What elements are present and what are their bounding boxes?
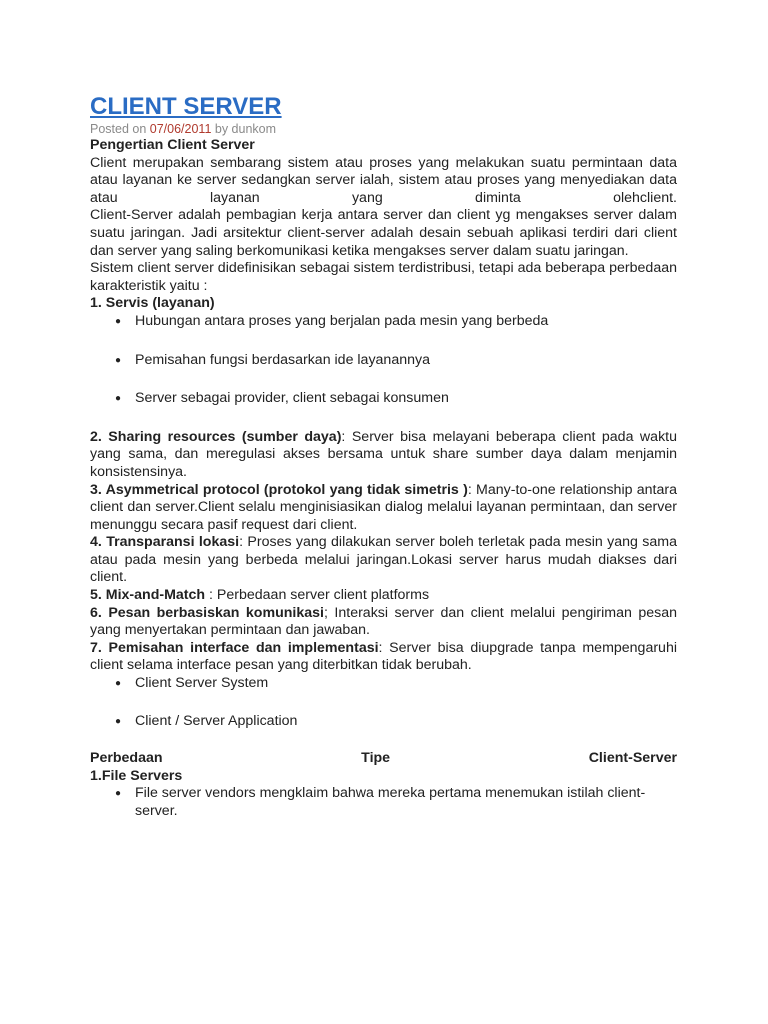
bullet-icon: ● bbox=[115, 678, 122, 690]
list-item-text: Hubungan antara proses yang berjalan pada mesin yang berbeda bbox=[135, 312, 549, 329]
list-item-text: Pemisahan fungsi berdasarkan ide layanannya bbox=[135, 351, 430, 368]
item-text: : Server bisa diupgrade tanpa mempengaruhi client selama interface pesan yang diterbitkan tidak berubah. bbox=[90, 639, 677, 674]
servis-list bbox=[90, 313, 677, 408]
item-transparansi-lokasi bbox=[90, 534, 677, 587]
bullet-icon: ● bbox=[115, 393, 122, 405]
item-label: 5. Mix-and-Match bbox=[90, 587, 206, 604]
section-heading: Pengertian Client Server bbox=[90, 137, 255, 153]
item-asymmetrical-protocol bbox=[90, 482, 677, 535]
section-servis-title: 1. Servis (layanan) bbox=[90, 295, 215, 312]
list-item bbox=[90, 785, 677, 820]
item-text: : Many-to-one relationship antara client dan server.Client selalu menginisiasikan dialog melalui layanan permintaan, dan server menunggu secara pasif request dari client. bbox=[90, 481, 677, 533]
page-title[interactable]: CLIENT SERVER bbox=[90, 93, 282, 120]
list-item bbox=[90, 313, 677, 331]
list-item-text: Server sebagai provider, client sebagai konsumen bbox=[135, 390, 449, 407]
client-server-word: Client-Server bbox=[588, 750, 677, 767]
item-pesan-komunikasi bbox=[90, 605, 677, 640]
meta-prefix: Posted on bbox=[90, 122, 150, 136]
paragraph-distributed: Sistem client server didefinisikan sebagai sistem terdistribusi, tetapi ada beberapa perbedaan karakteristik yaitu : bbox=[90, 260, 677, 294]
item-label: 7. Pemisahan interface dan implementasi bbox=[90, 639, 379, 656]
list-item-text: Client Server System bbox=[135, 675, 269, 692]
item-label: 3. Asymmetrical protocol (protokol yang tidak simetris ) bbox=[90, 481, 468, 498]
item-label: 6. Pesan berbasiskan komunikasi bbox=[90, 604, 324, 621]
list-item-text: Client / Server Application bbox=[135, 712, 298, 729]
bullet-icon: ● bbox=[115, 788, 122, 800]
item-text: : Server bisa melayani beberapa client pada waktu yang sama, dan meregulasi akses bersama untuk share sumber daya dalam menjamin konsistensinya. bbox=[90, 428, 677, 480]
bullet-icon: ● bbox=[115, 315, 122, 327]
paragraph-client-server: Client-Server adalah pembagian kerja antara server dan client yg mengakses server dalam suatu jaringan. Jadi arsitektur client-server adalah desain sebuah aplikasi terdiri dari client dan server yang saling berkomunikasi ketika mengakses server dalam suatu jaringan. bbox=[90, 207, 677, 259]
file-servers-heading: 1.File Servers bbox=[90, 767, 183, 784]
list-item-text: File server vendors mengklaim bahwa mereka pertama menemukan istilah client-server. bbox=[135, 785, 646, 819]
paragraph-definition: Client merupakan sembarang sistem atau proses yang melakukan suatu permintaan data atau layanan ke server sedangkan server ialah, sistem atau proses yang menyediakan data atau layanan yang diminta olehclient. bbox=[90, 154, 677, 206]
perbedaan-heading bbox=[90, 750, 677, 768]
item-text: : Proses yang dilakukan server boleh terletak pada mesin yang sama atau pada mesin yang berbeda melalui jaringan.Lokasi server harus mudah diakses dari client. bbox=[90, 534, 677, 586]
article-body bbox=[90, 92, 677, 821]
bullet-icon: ● bbox=[115, 354, 122, 366]
item-mix-and-match bbox=[90, 587, 677, 605]
list-item bbox=[90, 675, 677, 693]
list-item bbox=[90, 713, 677, 731]
file-servers-list bbox=[90, 785, 677, 820]
perbedaan-word: Perbedaan bbox=[90, 750, 163, 767]
tipe-word: Tipe bbox=[361, 750, 391, 767]
item-text: ; Interaksi server dan client melalui pengiriman pesan yang menyertakan permintaan dan jawaban. bbox=[90, 604, 677, 639]
item-sharing-resources bbox=[90, 429, 677, 482]
meta-date-link[interactable]: 07/06/2011 bbox=[149, 122, 212, 136]
item-label: 2. Sharing resources (sumber daya) bbox=[90, 428, 342, 445]
item-pemisahan-interface bbox=[90, 640, 677, 675]
post-meta bbox=[90, 122, 677, 137]
list-item bbox=[90, 390, 677, 408]
item-label: 4. Transparansi lokasi bbox=[90, 534, 240, 551]
meta-author: by dunkom bbox=[211, 122, 277, 136]
system-list bbox=[90, 675, 677, 730]
bullet-icon: ● bbox=[115, 715, 122, 727]
item-text: : Perbedaan server client platforms bbox=[205, 587, 430, 604]
list-item bbox=[90, 352, 677, 370]
